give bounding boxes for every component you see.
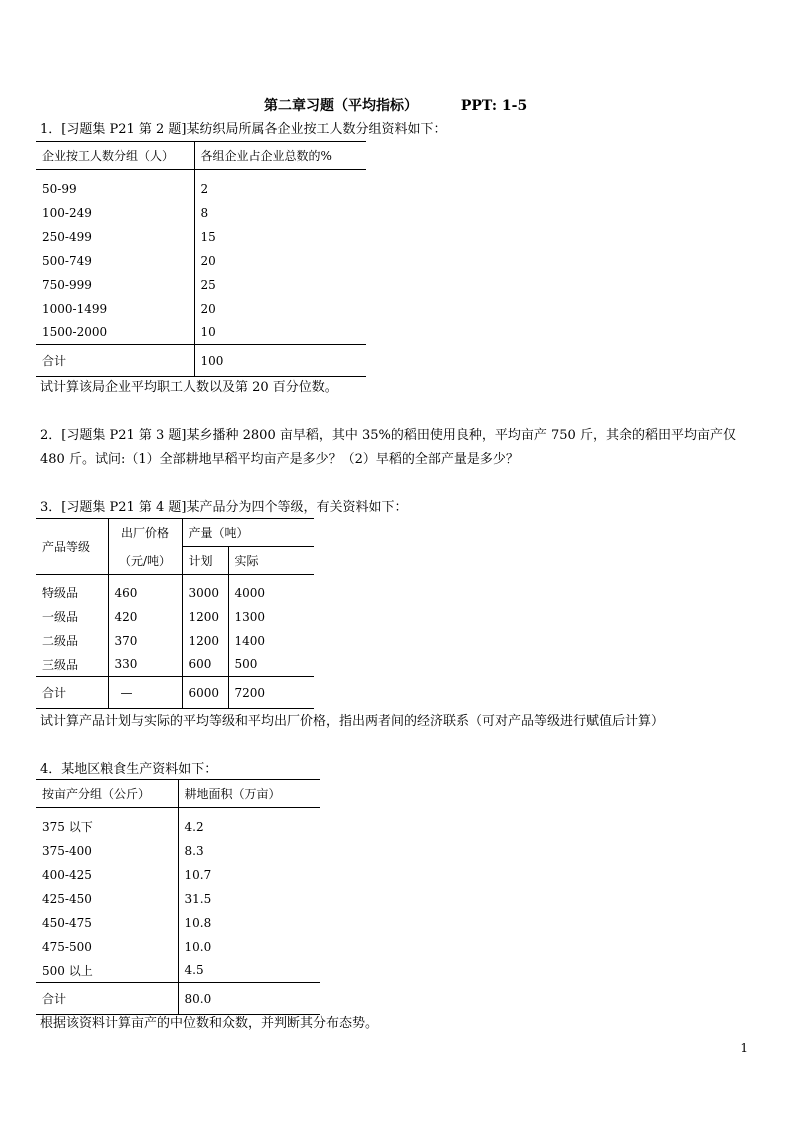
q3-table <box>36 518 314 709</box>
q2-line1: 2．[习题集 P21 第 3 题]某乡播种 2800 亩早稻，其中 35%的稻田使用良种，平均亩产 750 斤，其余的稻田平均亩产仅 <box>40 428 736 443</box>
q1-intro: 1．[习题集 P21 第 2 题]某纺织局所属各企业按工人数分组资料如下： <box>40 122 447 137</box>
title-ppt: PPT: 1-5 <box>460 98 528 114</box>
table-row: 400-425 10.7 <box>36 863 320 887</box>
q3-total-row: 合计 — 6000 7200 <box>36 677 314 709</box>
table-row: 250-499 15 <box>36 225 366 249</box>
title-main: 第二章习题（平均指标） <box>264 98 418 114</box>
page-title <box>264 95 527 115</box>
table-row: 三级品 330 600 500 <box>36 653 314 677</box>
table-row: 750-999 25 <box>36 273 366 297</box>
table-row: 450-475 10.8 <box>36 911 320 935</box>
q1-total-row: 合计 100 <box>36 345 366 377</box>
q3-header-grade: 产品等级 <box>36 519 108 575</box>
q3-header-price: 出厂价格 <box>108 519 182 547</box>
q3-question: 试计算产品计划与实际的平均等级和平均出厂价格，指出两者间的经济联系（可对产品等级进行赋值后计算） <box>40 714 665 729</box>
table-row: 1000-1499 20 <box>36 297 366 321</box>
table-row: 375 以下 4.2 <box>36 815 320 839</box>
table-row: 500 以上 4.5 <box>36 959 320 983</box>
table-row: 1500-2000 10 <box>36 321 366 345</box>
q3-header-actual: 实际 <box>228 547 314 575</box>
q3-intro: 3．[习题集 P21 第 4 题]某产品分为四个等级，有关资料如下： <box>40 500 408 515</box>
table-row: 二级品 370 1200 1400 <box>36 629 314 653</box>
page-number: 1 <box>740 1041 748 1055</box>
q4-question: 根据该资料计算亩产的中位数和众数，并判断其分布态势。 <box>40 1016 379 1031</box>
table-row: 50-99 2 <box>36 177 366 201</box>
q4-intro: 4．某地区粮食生产资料如下： <box>40 762 218 777</box>
q3-header-plan: 计划 <box>182 547 228 575</box>
table-row: 500-749 20 <box>36 249 366 273</box>
table-row: 一级品 420 1200 1300 <box>36 605 314 629</box>
q1-header-pct: 各组企业占企业总数的% <box>194 142 366 170</box>
q3-header-price-unit: （元/吨） <box>108 547 182 575</box>
q4-header-spacer <box>36 808 320 815</box>
table-row: 475-500 10.0 <box>36 935 320 959</box>
q1-header-group: 企业按工人数分组（人） <box>36 142 194 170</box>
table-row: 特级品 460 3000 4000 <box>36 581 314 605</box>
table-row: 100-249 8 <box>36 201 366 225</box>
q4-header-yield: 按亩产分组（公斤） <box>36 780 178 808</box>
q2-line2: 480 斤。试问:（1）全部耕地早稻平均亩产是多少？（2）早稻的全部产量是多少？ <box>40 452 519 467</box>
q4-header-row <box>36 780 320 808</box>
q4-table <box>36 779 320 1015</box>
q3-header-output: 产量（吨） <box>182 519 314 547</box>
q3-header-row-1 <box>36 519 314 547</box>
q1-question: 试计算该局企业平均职工人数以及第 20 百分位数。 <box>40 380 338 395</box>
table-row: 425-450 31.5 <box>36 887 320 911</box>
q4-total-row: 合计 80.0 <box>36 983 320 1015</box>
table-row: 375-400 8.3 <box>36 839 320 863</box>
q1-header-row <box>36 142 366 170</box>
q4-header-area: 耕地面积（万亩） <box>178 780 320 808</box>
q1-header-spacer <box>36 170 366 177</box>
q1-table <box>36 141 366 377</box>
